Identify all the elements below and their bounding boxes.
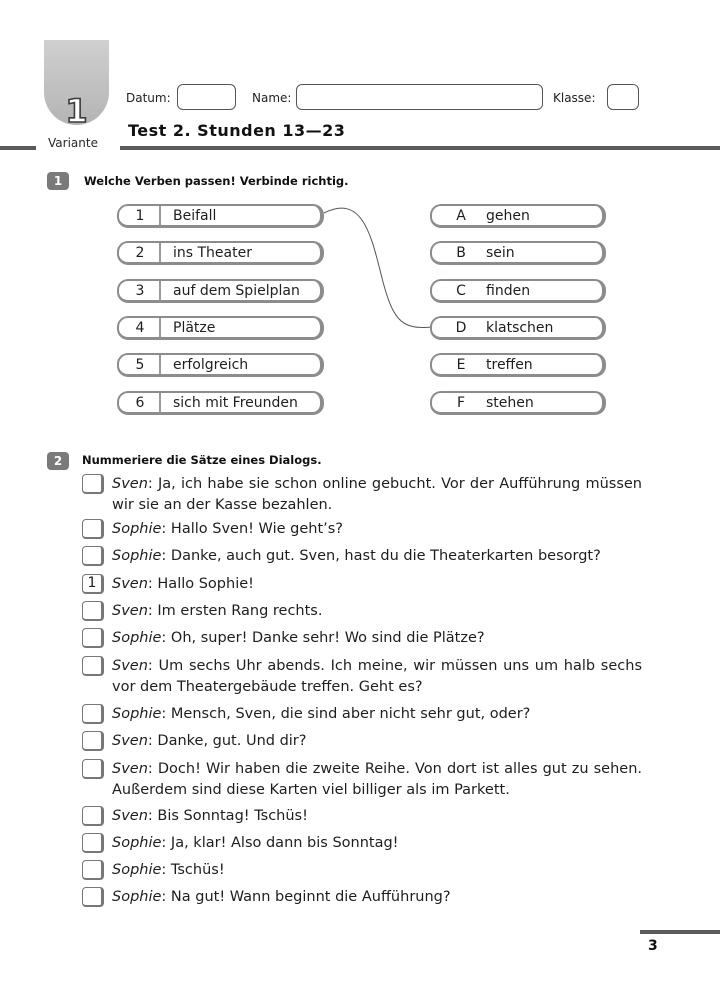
- left-item-text: Beifall: [173, 208, 217, 224]
- left-item-number: 5: [135, 357, 145, 373]
- left-item-number: 4: [135, 320, 145, 336]
- line-text: : Tschüs!: [161, 862, 225, 878]
- speaker: Sophie: [112, 521, 162, 537]
- order-checkbox[interactable]: [82, 704, 104, 724]
- left-item-number: 2: [135, 245, 145, 261]
- date-label: Datum:: [126, 91, 171, 105]
- left-item-number: 6: [135, 395, 145, 411]
- right-item-text: stehen: [486, 395, 534, 411]
- order-checkbox[interactable]: [82, 759, 104, 779]
- order-checkbox[interactable]: [82, 833, 104, 853]
- left-item-1[interactable]: [117, 204, 324, 228]
- left-item-text: Plätze: [173, 320, 216, 336]
- left-item-text: sich mit Freunden: [173, 395, 298, 411]
- name-label: Name:: [252, 91, 292, 105]
- dialog-text: [112, 704, 642, 725]
- order-checkbox[interactable]: [82, 519, 104, 539]
- right-item-d[interactable]: [430, 316, 606, 340]
- page-number: 3: [648, 938, 658, 954]
- left-item-6[interactable]: [117, 391, 324, 415]
- speaker: Sophie: [112, 630, 162, 646]
- right-item-letter: C: [456, 283, 466, 299]
- right-item-text: sein: [486, 245, 515, 261]
- speaker: Sven: [112, 808, 148, 824]
- order-checkbox[interactable]: [82, 887, 104, 907]
- task1-number-badge: 1: [47, 172, 69, 190]
- speaker: Sophie: [112, 835, 162, 851]
- order-checkbox[interactable]: [82, 656, 104, 676]
- line-text: : Danke, gut. Und dir?: [147, 733, 307, 749]
- line-text: : Hallo Sophie!: [147, 576, 254, 592]
- dialog-text: [112, 574, 642, 595]
- right-item-letter: D: [455, 320, 467, 336]
- variant-label: Variante: [48, 136, 98, 150]
- left-item-2[interactable]: [117, 241, 324, 265]
- right-item-c[interactable]: [430, 279, 606, 303]
- order-checkbox[interactable]: [82, 601, 104, 621]
- dialog-text: [112, 628, 642, 649]
- left-item-number: 3: [135, 283, 145, 299]
- left-item-3[interactable]: [117, 279, 324, 303]
- line-text: : Na gut! Wann beginnt die Aufführung?: [161, 889, 451, 905]
- divider: [159, 318, 161, 337]
- right-item-text: treffen: [486, 357, 533, 373]
- order-checkbox[interactable]: [82, 628, 104, 648]
- order-checkbox[interactable]: [82, 731, 104, 751]
- left-item-4[interactable]: [117, 316, 324, 340]
- right-item-letter: E: [456, 357, 466, 373]
- order-checkbox[interactable]: 1: [82, 574, 104, 594]
- order-checkbox[interactable]: [82, 546, 104, 566]
- right-item-b[interactable]: [430, 241, 606, 265]
- dialog-text: [112, 731, 642, 752]
- line-text: : Um sechs Uhr abends. Ich meine, wir müssen uns um halb sechs vor dem Theatergebäude treffen. Geht es?: [112, 658, 642, 695]
- left-item-text: ins Theater: [173, 245, 252, 261]
- speaker: Sophie: [112, 889, 162, 905]
- line-text: : Bis Sonntag! Tschüs!: [147, 808, 308, 824]
- dialog-text: [112, 474, 642, 516]
- class-label: Klasse:: [553, 91, 596, 105]
- speaker: Sophie: [112, 862, 162, 878]
- dialog-text: [112, 759, 642, 801]
- order-checkbox[interactable]: [82, 806, 104, 826]
- right-item-text: gehen: [486, 208, 530, 224]
- right-item-f[interactable]: [430, 391, 606, 415]
- test-title: Test 2. Stunden 13—23: [128, 121, 346, 140]
- divider: [159, 281, 161, 300]
- speaker: Sven: [112, 576, 148, 592]
- line-text: : Im ersten Rang rechts.: [147, 603, 323, 619]
- task2-title: Nummeriere die Sätze eines Dialogs.: [82, 453, 322, 467]
- right-item-letter: F: [456, 395, 466, 411]
- left-item-text: auf dem Spielplan: [173, 283, 300, 299]
- left-item-5[interactable]: [117, 353, 324, 377]
- right-item-text: finden: [486, 283, 531, 299]
- line-text: : Ja, klar! Also dann bis Sonntag!: [161, 835, 399, 851]
- right-item-letter: A: [456, 208, 466, 224]
- line-text: : Doch! Wir haben die zweite Reihe. Von dort ist alles gut zu sehen. Außerdem sind diese Karten viel billiger als im Parkett.: [112, 761, 642, 798]
- right-item-e[interactable]: [430, 353, 606, 377]
- line-text: : Mensch, Sven, die sind aber nicht sehr gut, oder?: [161, 706, 531, 722]
- dialog-text: [112, 519, 642, 540]
- line-text: : Ja, ich habe sie schon online gebucht. Vor der Aufführung müssen wir sie an der Kasse bezahlen.: [112, 476, 642, 513]
- task1-title: Welche Verben passen! Verbinde richtig.: [84, 174, 349, 188]
- left-item-number: 1: [135, 208, 145, 224]
- divider: [159, 355, 161, 374]
- right-item-text: klatschen: [486, 320, 554, 336]
- divider: [159, 206, 161, 225]
- dialog-text: [112, 601, 642, 622]
- order-checkbox[interactable]: [82, 474, 104, 494]
- line-text: : Danke, auch gut. Sven, hast du die Theaterkarten besorgt?: [161, 548, 601, 564]
- footer-rule: [640, 930, 720, 934]
- dialog-text: [112, 833, 642, 854]
- dialog-text: [112, 546, 642, 567]
- left-item-text: erfolgreich: [173, 357, 249, 373]
- dialog-text: [112, 887, 642, 908]
- right-item-letter: B: [456, 245, 466, 261]
- order-checkbox[interactable]: [82, 860, 104, 880]
- dialog-text: [112, 806, 642, 827]
- task2-number-badge: 2: [47, 452, 69, 470]
- speaker: Sophie: [112, 548, 162, 564]
- dialog-text: [112, 860, 642, 881]
- speaker: Sven: [112, 733, 148, 749]
- speaker: Sven: [112, 658, 148, 674]
- divider: [159, 243, 161, 262]
- dialog-text: [112, 656, 642, 698]
- line-text: : Oh, super! Danke sehr! Wo sind die Plätze?: [161, 630, 485, 646]
- speaker: Sven: [112, 761, 148, 777]
- line-text: : Hallo Sven! Wie geht’s?: [161, 521, 343, 537]
- speaker: Sven: [112, 476, 148, 492]
- speaker: Sven: [112, 603, 148, 619]
- right-item-a[interactable]: [430, 204, 606, 228]
- divider: [159, 393, 161, 412]
- variant-number: 1: [65, 92, 88, 130]
- speaker: Sophie: [112, 706, 162, 722]
